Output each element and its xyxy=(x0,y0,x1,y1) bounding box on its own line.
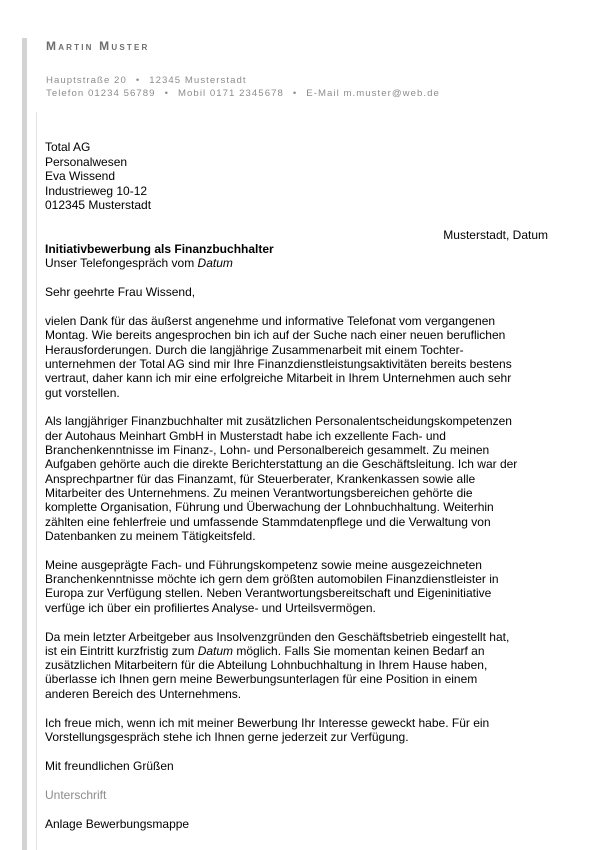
closing: Mit freundlichen Grüßen xyxy=(45,758,174,773)
text-line: überlasse ich Ihnen gern meine Bewerbungsunterlagen für eine Position in einem xyxy=(45,672,478,687)
text-line: Mitarbeiter des Unternehmens. Zu meinen Verantwortungsbereichen gehörte die xyxy=(45,485,473,500)
recipient-line: Industrieweg 10-12 xyxy=(45,183,148,198)
paragraph-1 xyxy=(45,314,557,400)
paragraph-2 xyxy=(45,414,557,543)
text-line: komplette Organisation, Führung und Überwachung der Lohnbuchhaltung. Weiterhin xyxy=(45,500,494,515)
place-date: Musterstadt, Datum xyxy=(443,228,548,242)
sender-email[interactable]: E-Mail m.muster@web.de xyxy=(306,88,440,99)
text-line: Da mein letzter Arbeitgeber aus Insolvenzgründen den Geschäftsbetrieb eingestellt hat, xyxy=(45,629,510,644)
paragraph-5 xyxy=(45,716,557,745)
sender-street: Hauptstraße 20 xyxy=(46,75,127,86)
text-line: Branchenkenntnisse im Finanz-, Lohn- und Personalbereich gesammelt. Zu meinen xyxy=(45,443,490,458)
text-line: Ansprechpartner für das Finanzamt, für Steuerberater, Krankenkassen sowie alle xyxy=(45,471,476,486)
sender-contact xyxy=(46,88,440,99)
recipient-line: Personalwesen xyxy=(45,154,128,169)
signature-placeholder: Unterschrift xyxy=(45,787,107,802)
letter-body xyxy=(45,242,557,831)
subject-line: Initiativbewerbung als Finanzbuchhalter xyxy=(45,242,274,256)
text-line: zählten eine fehlerfreie und umfassende Stammdatenpflege und die Verwaltung von xyxy=(45,514,491,529)
text-line: vertraut, daher kann ich mir eine erfolgreiche Mitarbeit in Ihrem Unternehmen auch sehr xyxy=(45,371,512,386)
date-placeholder: Datum xyxy=(197,643,234,658)
separator-dot: • xyxy=(292,88,298,99)
sender-address xyxy=(46,75,247,86)
sender-mobile: Mobil 0171 2345678 xyxy=(178,88,284,99)
text-line: der Autohaus Meinhart GmbH in Musterstadt habe ich exzellente Fach- und xyxy=(45,428,446,443)
recipient-line: 012345 Musterstadt xyxy=(45,198,152,212)
text-line xyxy=(45,644,557,658)
separator-dot: • xyxy=(164,88,169,99)
sender-city: 12345 Musterstadt xyxy=(149,75,247,86)
text-line: Herausforderungen. Durch die langjährige Zusammenarbeit mit einem Tochter- xyxy=(45,342,464,357)
reference-date-placeholder: Datum xyxy=(197,256,233,271)
text-line: Meine ausgeprägte Fach- und Führungskompetenz sowie meine ausgezeichneten xyxy=(45,557,482,572)
text-line: gut vorstellen. xyxy=(45,385,120,400)
sidebar-accent-bar xyxy=(22,38,27,850)
text-line: Europa zur Verfügung stellen. Neben Verantwortungsbereitschaft und Eigeninitiative xyxy=(45,586,492,601)
separator-dot: • xyxy=(135,75,141,86)
recipient-line: Eva Wissend xyxy=(45,169,116,183)
sender-phone: Telefon 01234 56789 xyxy=(46,88,156,99)
margin-rule xyxy=(36,112,37,850)
text-fragment: ist ein Eintritt kurzfristig zum xyxy=(45,643,198,658)
text-line: Datenbanken zu meinem Tätigkeitsfeld. xyxy=(45,528,256,543)
text-line: zusätzlichen Mitarbeitern für die Abteilung Lohnbuchhaltung in Ihrem Hause haben, xyxy=(45,658,488,673)
text-line: verfüge ich über ein profiliertes Analyse- und Urteilsvermögen. xyxy=(45,600,376,615)
text-line: Ich freue mich, wenn ich mit meiner Bewerbung Ihr Interesse geweckt habe. Für ein xyxy=(45,715,490,730)
text-line: Vorstellungsgespräch stehe ich Ihnen gerne jederzeit zur Verfügung. xyxy=(45,729,409,744)
text-line: Als langjähriger Finanzbuchhalter mit zusätzlichen Personalentscheidungskompetenzen xyxy=(45,414,512,429)
text-line: vielen Dank für das äußerst angenehme und informative Telefonat vom vergangenen xyxy=(45,314,496,329)
reference-prefix: Unser Telefongespräch vom xyxy=(45,256,198,271)
text-fragment: möglich. Falls Sie momentan keinen Bedarf an xyxy=(233,643,485,658)
enclosure: Anlage Bewerbungsmappe xyxy=(45,816,190,831)
recipient-line: Total AG xyxy=(45,140,91,154)
text-line: unternehmen der Total AG sind mir Ihre Finanzdienstleistungsaktivitäten bereits bestens xyxy=(45,356,512,371)
recipient-address xyxy=(45,140,151,213)
paragraph-3 xyxy=(45,558,557,615)
text-line: Aufgaben gehörte auch die direkte Berichterstattung an die Geschäftsleitung. Ich war der xyxy=(45,457,518,472)
salutation: Sehr geehrte Frau Wissend, xyxy=(45,285,196,300)
text-line: Branchenkenntnisse möchte ich gern dem größten automobilen Finanzdienstleister in xyxy=(45,572,499,587)
paragraph-4 xyxy=(45,630,557,701)
text-line: Montag. Wie bereits angesprochen bin ich auf der Suche nach einer neuen beruflichen xyxy=(45,328,506,343)
reference-line xyxy=(45,256,557,270)
text-line: anderen Bereich des Unternehmens. xyxy=(45,686,242,701)
sender-name: Martin Muster xyxy=(46,39,150,53)
